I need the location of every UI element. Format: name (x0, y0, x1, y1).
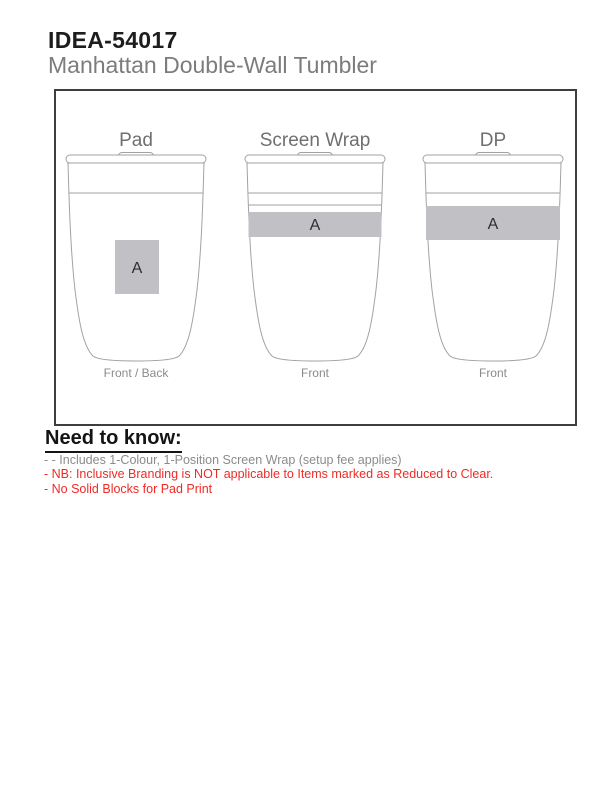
need-to-know-notes (44, 453, 564, 496)
product-name-subtitle: Manhattan Double-Wall Tumbler (48, 52, 377, 78)
tumbler-illustration-screen-wrap (240, 150, 390, 365)
note-nb-reduced-to-clear: - NB: Inclusive Branding is NOT applicable to Items marked as Reduced to Clear. (44, 467, 494, 482)
need-to-know-heading: Need to know: (45, 427, 182, 453)
product-code-title: IDEA-54017 (48, 27, 178, 53)
note-no-solid-blocks: - No Solid Blocks for Pad Print (44, 481, 213, 496)
lid-rim (423, 155, 563, 163)
tumbler-illustration-dp (418, 150, 568, 365)
method-label-pad: Pad (119, 130, 153, 151)
note-inclusive-screen-wrap: - - Includes 1-Colour, 1-Position Screen Wrap (setup fee applies) (44, 453, 402, 467)
lid-rim (66, 155, 206, 163)
print-area-letter: A (309, 217, 321, 234)
position-label-dp: Front (478, 366, 507, 380)
print-area-letter: A (487, 216, 499, 233)
lid-rim (245, 155, 385, 163)
print-area-letter: A (131, 260, 143, 277)
method-label-dp: DP (479, 130, 507, 151)
position-label-pad: Front / Back (103, 366, 169, 380)
method-label-screen-wrap: Screen Wrap (259, 130, 371, 151)
tumbler-illustration-pad (61, 150, 211, 365)
position-label-screen-wrap: Front (300, 366, 329, 380)
